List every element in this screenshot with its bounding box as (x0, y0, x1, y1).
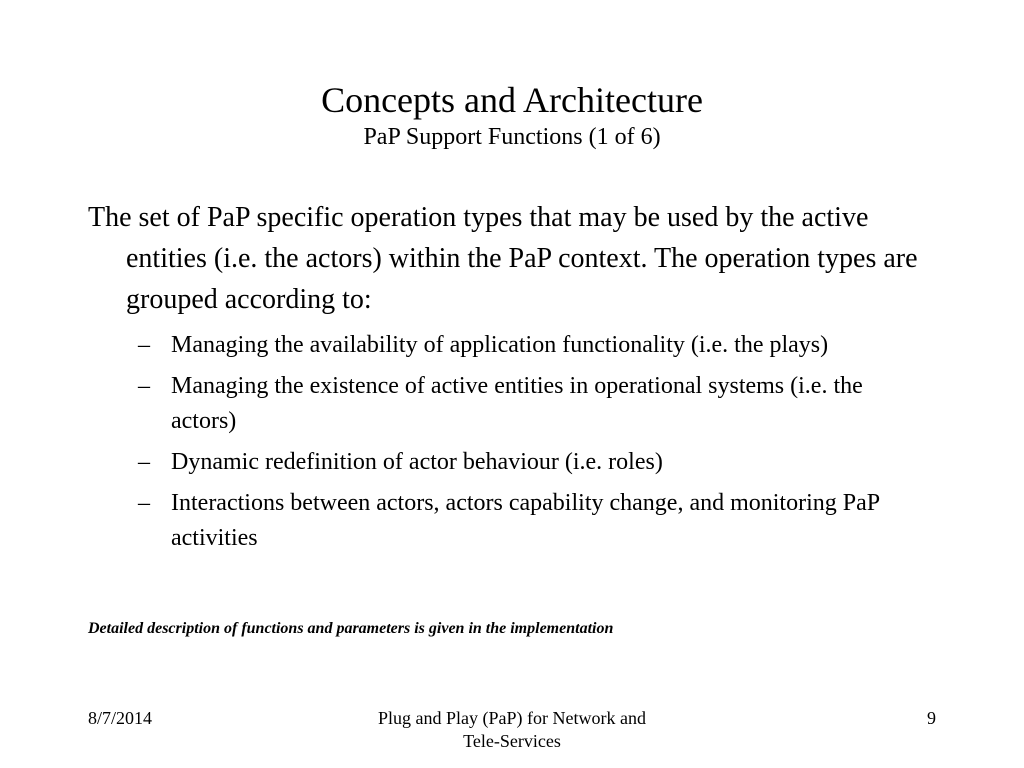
slide-body (88, 197, 918, 562)
bullet-marker: – (138, 449, 150, 475)
bullet-item (88, 486, 918, 556)
bullet-text: Managing the existence of active entities in operational systems (i.e. the actors) (171, 373, 863, 434)
bullet-item (88, 328, 918, 363)
bullet-list (88, 328, 918, 556)
bullet-text: Interactions between actors, actors capability change, and monitoring PaP activities (171, 490, 880, 551)
bullet-marker: – (138, 373, 150, 399)
page-number: 9 (927, 708, 936, 728)
footer-title (332, 707, 692, 753)
footnote: Detailed description of functions and parameters is given in the implementation (88, 620, 614, 637)
bullet-item (88, 369, 918, 439)
bullet-marker: – (138, 490, 150, 516)
bullet-text: Dynamic redefinition of actor behaviour (i.e. roles) (171, 449, 663, 475)
slide-title: Concepts and Architecture (321, 80, 703, 120)
slide-subtitle: PaP Support Functions (1 of 6) (363, 124, 661, 150)
title-block (0, 78, 1024, 152)
bullet-marker: – (138, 332, 150, 358)
lead-paragraph: The set of PaP specific operation types that may be used by the active entities (i.e. the actors) within the PaP context. The operation types are grouped according to: (88, 202, 918, 315)
footer-title-line-1: Plug and Play (PaP) for Network and (378, 708, 646, 728)
footer-title-line-2: Tele-Services (463, 731, 561, 751)
bullet-item (88, 445, 918, 480)
bullet-text: Managing the availability of application functionality (i.e. the plays) (171, 332, 829, 358)
footer-date: 8/7/2014 (88, 708, 153, 728)
